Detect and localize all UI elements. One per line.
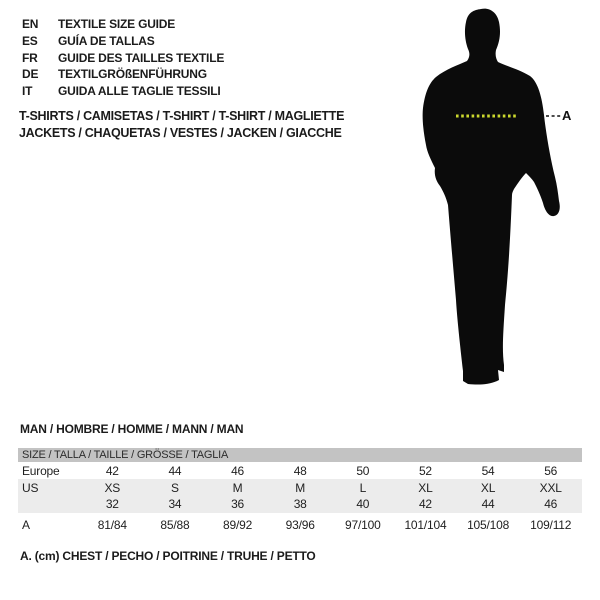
size-cell: 46 [231,463,245,478]
size-cell: 42 [418,497,432,511]
size-cell: 38 [293,497,307,511]
size-cell: 54 [481,463,495,478]
size-cell: M [232,481,243,495]
size-cell: 46 [544,497,558,511]
size-cell: 52 [418,463,432,478]
language-row [22,33,224,50]
size-cell: 40 [356,497,370,511]
language-list [22,16,224,99]
size-cell: 50 [356,463,370,478]
man-silhouette [410,5,575,398]
category-line-jackets: JACKETS / CHAQUETAS / VESTES / JACKEN / GIACCHE [19,125,342,140]
size-cell: XS [104,481,121,495]
language-code: EN [22,17,39,32]
size-cell: 44 [168,463,182,478]
language-row [22,16,224,33]
size-cell: 85/88 [160,517,190,532]
language-code: FR [22,50,38,65]
size-cell: 93/96 [285,517,315,532]
size-cell: 105/108 [467,517,510,532]
language-title: GUIDA ALLE TAGLIE TESSILI [58,84,221,99]
size-cell: XL [480,481,496,495]
size-cell: 97/100 [345,517,381,532]
size-cell: 42 [105,463,119,478]
size-cell: 34 [168,497,182,511]
section-title: MAN / HOMBRE / HOMME / MANN / MAN [20,422,244,436]
language-code: DE [22,67,39,82]
row-label: Europe [22,463,60,478]
size-cell: 109/112 [530,517,572,532]
table-row-us-band [18,479,582,513]
size-cell: 56 [544,463,558,478]
size-cell: XL [418,481,433,495]
size-cell: 89/92 [223,517,253,532]
man-silhouette-shape [423,9,560,385]
size-table [18,448,582,536]
man-silhouette-figure [410,5,575,398]
category-line-tshirts: T-SHIRTS / CAMISETAS / T-SHIRT / T-SHIRT / MAGLIETTE [19,109,345,123]
measure-label-a: A [562,108,572,123]
table-header: SIZE / TALLA / TAILLE / GRÖSSE / TAGLIA [18,448,582,462]
size-cell: M [295,481,306,495]
table-row-europe [18,462,582,479]
language-title: TEXTILE SIZE GUIDE [58,17,176,32]
size-cell: 32 [105,497,119,511]
measurement-footnote: A. (cm) CHEST / PECHO / POITRINE / TRUHE / PETTO [20,549,316,563]
language-row [22,49,224,66]
size-cell: 44 [481,497,495,511]
size-cell: XXL [539,481,562,495]
size-cell: S [171,481,179,495]
size-cell: L [359,481,367,495]
language-code: IT [22,84,33,99]
language-row [22,83,224,100]
table-row-chest [18,513,582,536]
size-cell: 81/84 [97,517,127,532]
row-label: US [22,481,39,495]
language-code: ES [22,34,38,49]
language-title: TEXTILGRÖßENFÜHRUNG [58,67,207,82]
category-lines [19,108,344,141]
language-title: GUÍA DE TALLAS [58,34,155,49]
table-row-us-numbers [18,496,582,512]
size-cell: 101/104 [404,517,447,532]
language-row [22,66,224,83]
size-cell: 48 [293,463,307,478]
size-cell: 36 [231,497,245,511]
table-row-us-letters [18,480,582,496]
language-title: GUIDE DES TAILLES TEXTILE [58,50,225,65]
row-label: A [22,517,30,532]
